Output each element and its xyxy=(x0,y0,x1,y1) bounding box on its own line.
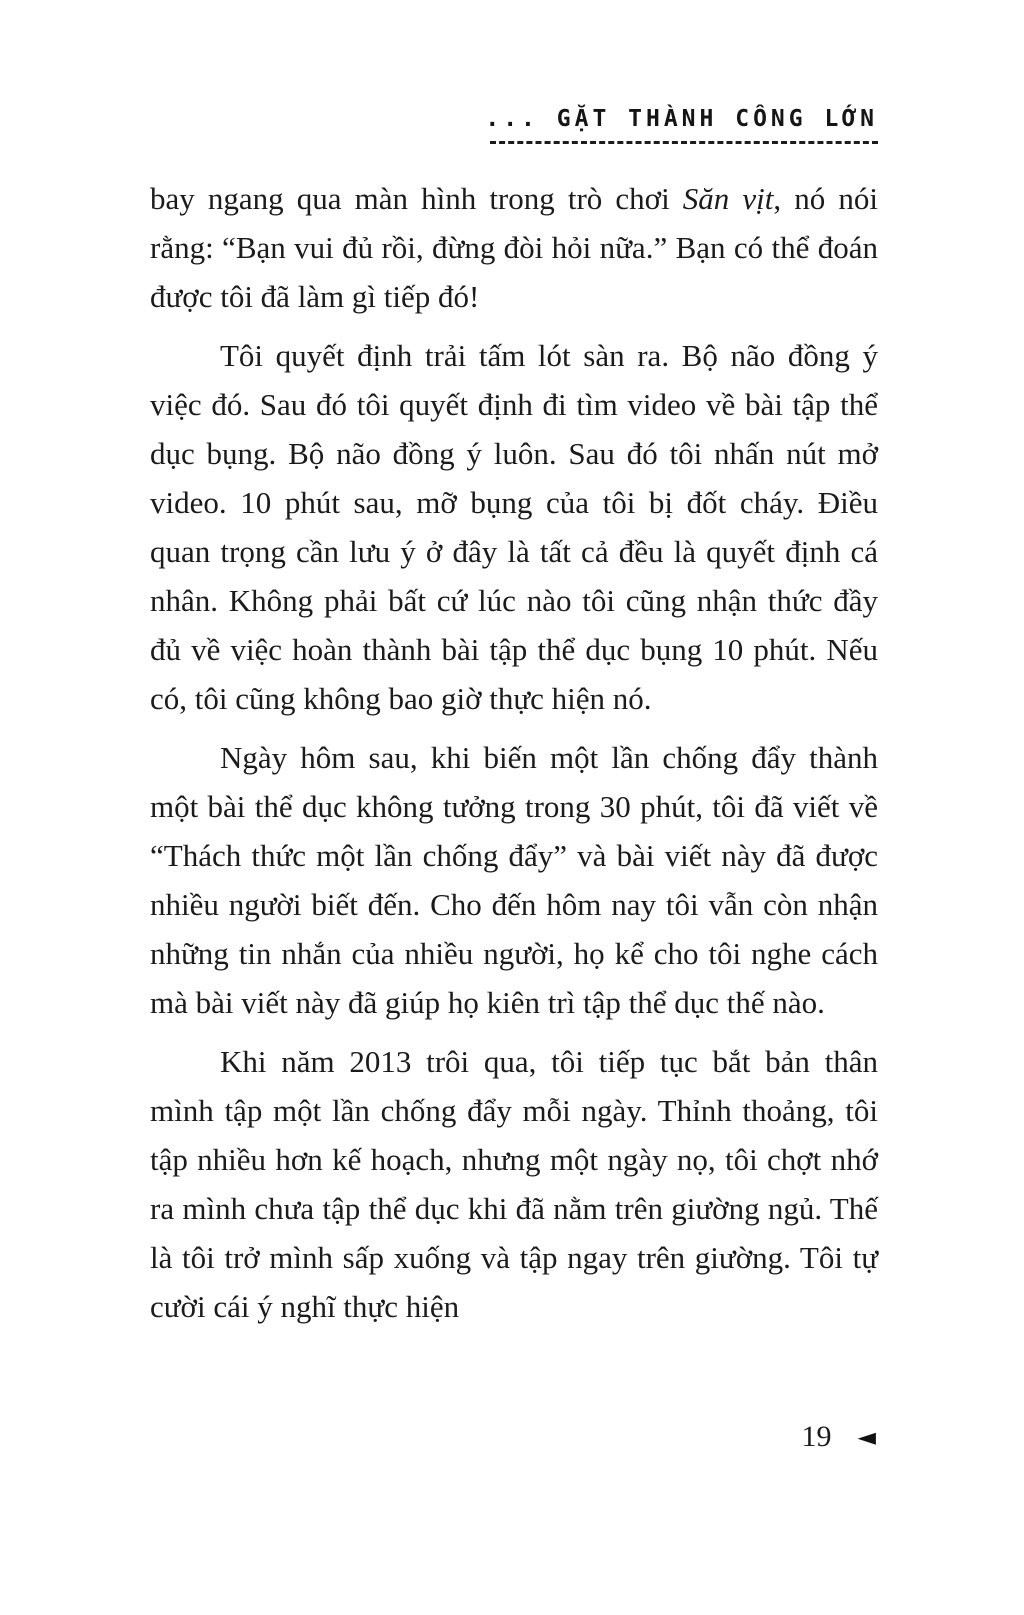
page-number: 19 xyxy=(801,1420,832,1453)
paragraph xyxy=(150,174,878,321)
paragraph: Tôi quyết định trải tấm lót sàn ra. Bộ não đồng ý việc đó. Sau đó tôi quyết định đi tìm video về bài tập thể dục bụng. Bộ não đồng ý luôn. Sau đó tôi nhấn nút mở video. 10 phút sau, mỡ bụng của tôi bị đốt cháy. Điều quan trọng cần lưu ý ở đây là tất cả đều là quyết định cá nhân. Không phải bất cứ lúc nào tôi cũng nhận thức đầy đủ về việc hoàn thành bài tập thể dục bụng 10 phút. Nếu có, tôi cũng không bao giờ thực hiện nó. xyxy=(150,338,878,716)
paragraph-text: , nó nói rằng: “Bạn vui đủ rồi, đừng đòi hỏi nữa.” Bạn có thể đoán được tôi đã làm gì tiếp đó! xyxy=(150,181,878,314)
paragraph-text: bay ngang qua màn hình trong trò chơi xyxy=(150,181,683,216)
running-header xyxy=(150,106,878,144)
paragraph: Khi năm 2013 trôi qua, tôi tiếp tục bắt bản thân mình tập một lần chống đẩy mỗi ngày. Thỉnh thoảng, tôi tập nhiều hơn kế hoạch, nhưng một ngày nọ, tôi chợt nhớ ra mình chưa tập thể dục khi đã nằm trên giường ngủ. Thế là tôi trở mình sấp xuống và tập ngay trên giường. Tôi tự cười cái ý nghĩ thực hiện xyxy=(150,1044,878,1324)
italic-game-title: Săn vịt xyxy=(682,181,774,216)
body-text xyxy=(150,174,878,1331)
page-content xyxy=(150,106,878,1341)
header-divider xyxy=(490,141,878,144)
left-triangle-icon: ◄ xyxy=(857,1423,876,1451)
chapter-title: ... GẶT THÀNH CÔNG LỚN xyxy=(485,106,878,132)
page-footer xyxy=(802,1420,876,1454)
paragraph: Ngày hôm sau, khi biến một lần chống đẩy thành một bài thể dục không tưởng trong 30 phút, tôi đã viết về “Thách thức một lần chống đẩy” và bài viết này đã được nhiều người biết đến. Cho đến hôm nay tôi vẫn còn nhận những tin nhắn của nhiều người, họ kể cho tôi nghe cách mà bài viết này đã giúp họ kiên trì tập thể dục thế nào. xyxy=(150,740,878,1020)
